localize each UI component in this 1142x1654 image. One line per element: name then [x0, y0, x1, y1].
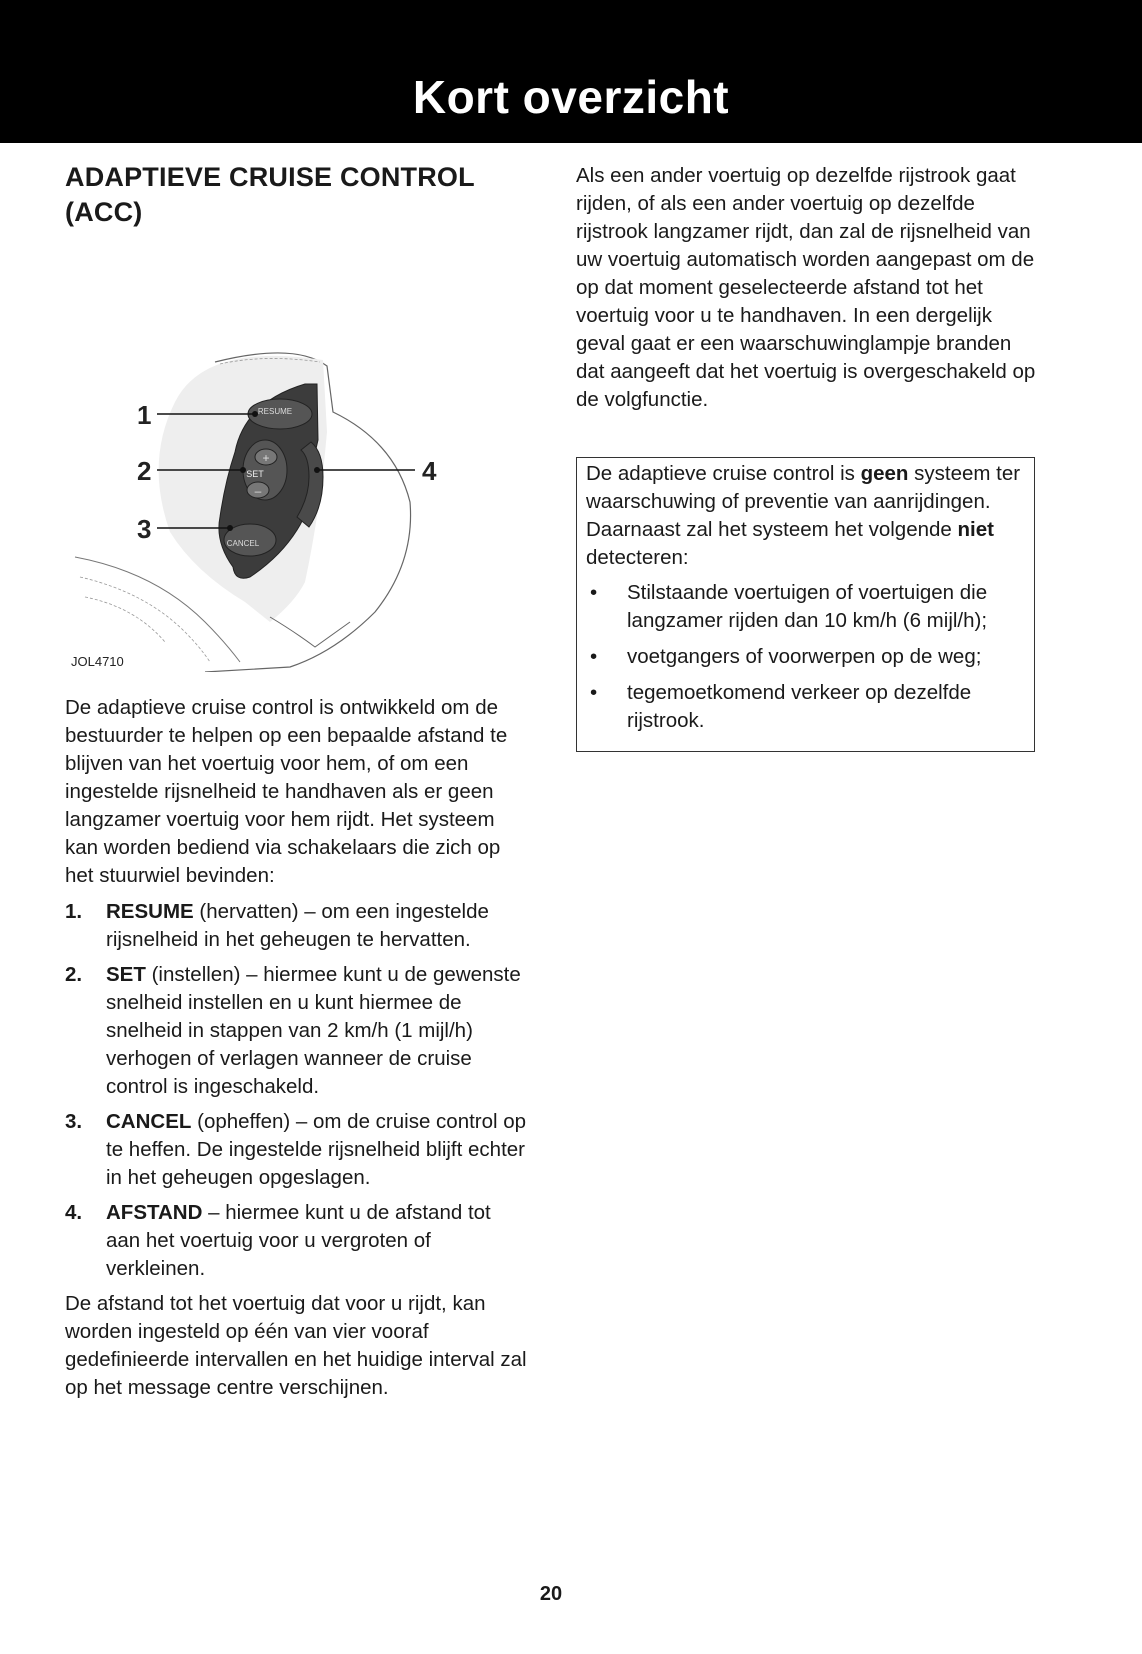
section-title-line2: (ACC): [65, 197, 143, 227]
cancel-button-label: CANCEL: [226, 539, 260, 548]
control-name: CANCEL: [106, 1110, 192, 1133]
list-item: • voetgangers of voorwerpen op de weg;: [586, 643, 1023, 671]
callout-3: 3: [137, 514, 152, 544]
resume-button-label: RESUME: [257, 407, 293, 416]
list-item: [65, 1199, 527, 1283]
list-item: [65, 898, 527, 954]
bullet-icon: •: [590, 581, 598, 604]
control-description: (instellen) – hiermee kunt u de gewenste snelheid instellen en u kunt hiermee de snelheid in stappen van 2 km/h (1 mijl/h) verhogen of verlagen wanneer de cruise control is ingeschakeld.: [106, 963, 521, 1098]
minus-symbol: –: [254, 484, 262, 498]
right-column: [576, 162, 1036, 752]
list-item: [65, 961, 527, 1101]
control-description: (opheffen) – om de cruise control op te heffen. De ingestelde rijsnelheid blijft echter in het geheugen opgeslagen.: [106, 1110, 527, 1189]
page-title: Kort overzicht: [412, 71, 730, 123]
steering-wheel-illustration: [65, 302, 527, 672]
figure-caption: JOL4710: [71, 654, 124, 669]
list-number: 3.: [65, 1110, 83, 1133]
plus-symbol: +: [262, 451, 270, 465]
callout-2: 2: [137, 456, 152, 486]
control-description: (hervatten) – om een ingestelde rijsnelheid in het geheugen te hervatten.: [106, 900, 489, 951]
list-item: [65, 1108, 527, 1192]
list-number: 1.: [65, 900, 83, 923]
bullet-icon: •: [590, 645, 598, 668]
set-button-label: SET: [246, 469, 264, 479]
warning-text: De adaptieve cruise control is geen systeem ter waarschuwing of preventie van aanrijdingen. Daarnaast zal het systeem het volgende niet detecteren:: [586, 462, 1021, 569]
control-name: SET: [106, 963, 146, 986]
control-name: AFSTAND: [106, 1201, 203, 1224]
header-bar: [0, 0, 1142, 143]
control-name: RESUME: [106, 900, 194, 923]
steering-wheel-controls-figure: [65, 302, 527, 672]
bullet-icon: •: [590, 681, 598, 704]
list-item: • Stilstaande voertuigen of voertuigen die langzamer rijden dan 10 km/h (6 mijl/h);: [590, 581, 988, 632]
afstand-paragraph: De afstand tot het voertuig dat voor u rijdt, kan worden ingesteld op één van vier vooraf gedefinieerde intervallen en het huidige interval zal op het message centre verschijnen.: [65, 1292, 527, 1399]
follow-function-paragraph: Als een ander voertuig op dezelfde rijstrook gaat rijden, of als een ander voertuig op dezelfde rijstrook langzamer rijdt, dan zal de rijsnelheid van uw voertuig automatisch worden aangepast om de op dat moment geselecteerde afstand tot het voertuig voor u te handhaven. In een dergelijk geval gaat er een waarschuwinglampje branden dat aangeeft dat het voertuig is overgeschakeld op de volgfunctie.: [576, 164, 1036, 411]
list-number: 2.: [65, 963, 83, 986]
left-column: [65, 160, 527, 1402]
page-number: 20: [539, 1583, 563, 1605]
warning-list: [586, 579, 1023, 735]
callout-1: 1: [137, 400, 152, 430]
warning-box: [576, 457, 1035, 752]
controls-list: [65, 898, 527, 1283]
list-item: • tegemoetkomend verkeer op dezelfde rijstrook.: [590, 681, 972, 732]
section-title-line1: ADAPTIEVE CRUISE CONTROL: [65, 162, 475, 192]
section-title: [65, 160, 527, 230]
list-number: 4.: [65, 1201, 83, 1224]
control-description: – hiermee kunt u de afstand tot aan het voertuig voor u vergroten of verkleinen.: [106, 1201, 491, 1280]
intro-paragraph: De adaptieve cruise control is ontwikkeld om de bestuurder te helpen op een bepaalde afstand te blijven van het voertuig voor hem, of om een ingestelde rijsnelheid te handhaven als er geen langzamer voertuig voor hem rijdt. Het systeem kan worden bediend via schakelaars die zich op het stuurwiel bevinden:: [65, 696, 508, 887]
callout-4: 4: [422, 456, 437, 486]
